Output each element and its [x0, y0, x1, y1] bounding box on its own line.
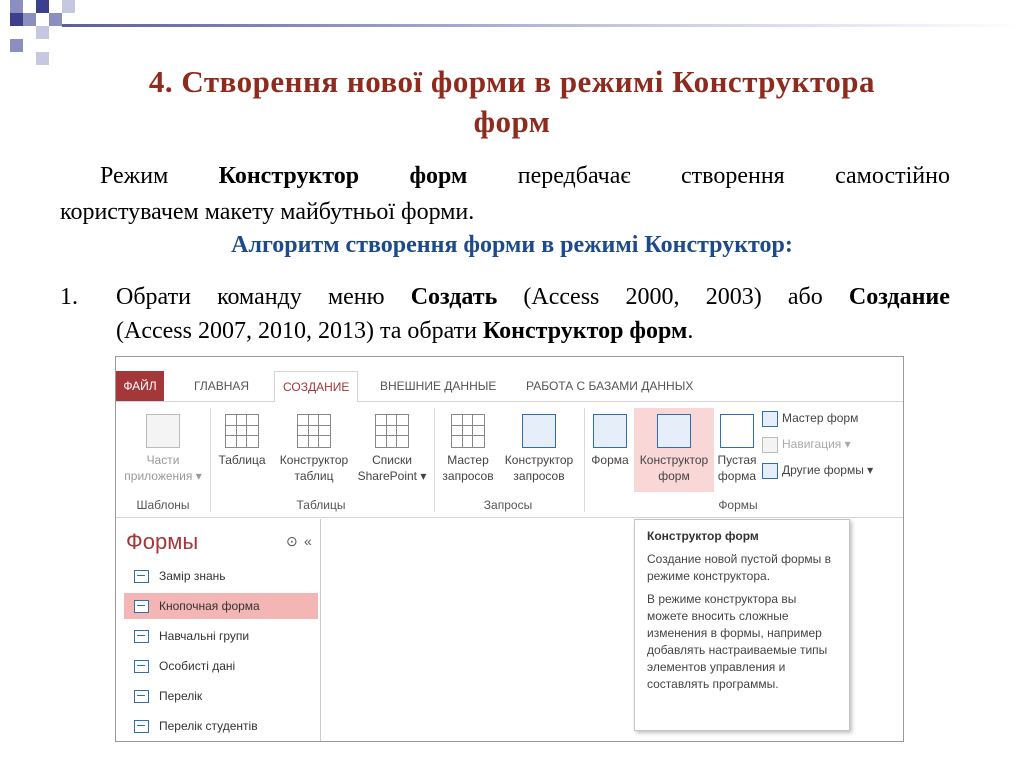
nav-item[interactable]: Перелік: [124, 683, 318, 709]
group-separator: [584, 408, 585, 512]
access-screenshot: [115, 356, 904, 742]
window-titlebar: [116, 357, 903, 371]
tooltip: [634, 519, 850, 731]
group-label-tables: Таблицы: [296, 498, 346, 512]
tab-database-tools[interactable]: РАБОТА С БАЗАМИ ДАННЫХ: [526, 379, 694, 393]
form-button[interactable]: Форма: [588, 408, 632, 468]
tab-file[interactable]: ФАЙЛ: [116, 371, 164, 401]
nav-item[interactable]: Особисті дані: [124, 653, 318, 679]
group-label-templates: Шаблоны: [136, 498, 190, 512]
nav-dropdown-icon[interactable]: ⊙: [286, 533, 298, 549]
form-object-icon: [134, 720, 149, 733]
intro-paragraph: Режим Конструктор форм передбачає створення самостійно користувачем макету майбутньої форми.: [60, 163, 950, 225]
nav-item[interactable]: Кнопочная форма: [124, 593, 318, 619]
navigation-pane: [120, 519, 321, 741]
top-rule: [62, 24, 1024, 27]
app-parts-button[interactable]: Части приложения ▾: [120, 408, 206, 484]
table-button[interactable]: Таблица: [214, 408, 270, 468]
navigation-icon: [762, 437, 778, 453]
table-design-button[interactable]: Конструктор таблиц: [274, 408, 354, 484]
group-separator: [210, 408, 211, 512]
form-object-icon: [134, 660, 149, 673]
more-forms-icon: [762, 463, 778, 479]
group-label-queries: Запросы: [483, 498, 533, 512]
step-1: 1. Обрати команду меню Создать (Access 2000, 2003) або Создание (Access 2007, 2010, 2013) та обрати Конструктор форм.: [60, 280, 950, 348]
form-object-icon: [134, 600, 149, 613]
nav-pane-title: Формы: [126, 529, 199, 554]
tab-external-data[interactable]: ВНЕШНИЕ ДАННЫЕ: [380, 379, 497, 393]
tab-home[interactable]: ГЛАВНАЯ: [194, 379, 250, 393]
slide-title: 4. Створення нової форми в режимі Конструктора форм: [148, 64, 876, 139]
step-number: 1.: [60, 284, 78, 310]
app-parts-icon: [146, 414, 180, 448]
algorithm-heading: Алгоритм створення форми в режимі Конструктор:: [231, 232, 793, 258]
blank-form-icon: [720, 414, 754, 448]
form-object-icon: [134, 630, 149, 643]
collapse-pane-icon[interactable]: «: [304, 533, 312, 549]
navigation-button[interactable]: Навигация ▾: [762, 434, 851, 454]
table-design-icon: [297, 414, 331, 448]
query-design-button[interactable]: Конструктор запросов: [500, 408, 578, 484]
nav-item[interactable]: Перелік студентів: [124, 713, 318, 739]
form-wizard-button[interactable]: Мастер форм: [762, 408, 858, 428]
sharepoint-lists-icon: [375, 414, 409, 448]
group-label-forms: Формы: [718, 498, 758, 512]
sharepoint-lists-button[interactable]: Списки SharePoint ▾: [356, 408, 428, 484]
form-object-icon: [134, 690, 149, 703]
query-design-icon: [522, 414, 556, 448]
tooltip-title: Конструктор форм: [647, 529, 759, 543]
query-wizard-button[interactable]: Мастер запросов: [438, 408, 498, 484]
query-wizard-icon: [451, 414, 485, 448]
form-icon: [593, 414, 627, 448]
ribbon-tabs: [116, 371, 903, 402]
tooltip-text: В режиме конструктора вы можете вносить сложные изменения в формы, например добавлять настраиваемые типы элементов управления и составлять программы.: [647, 592, 828, 691]
ribbon: [116, 402, 903, 518]
nav-item[interactable]: Навчальні групи: [124, 623, 318, 649]
more-forms-button[interactable]: Другие формы ▾: [762, 460, 873, 480]
form-wizard-icon: [762, 411, 778, 427]
table-icon: [225, 414, 259, 448]
form-design-button[interactable]: Конструктор форм: [634, 408, 714, 492]
tab-create[interactable]: СОЗДАНИЕ: [274, 371, 358, 403]
blank-form-button[interactable]: Пустая форма: [716, 408, 758, 484]
tooltip-text: Создание новой пустой формы в режиме конструктора.: [647, 552, 831, 583]
form-object-icon: [134, 570, 149, 583]
group-separator: [434, 408, 435, 512]
nav-item[interactable]: Замір знань: [124, 563, 318, 589]
form-design-icon: [657, 414, 691, 448]
